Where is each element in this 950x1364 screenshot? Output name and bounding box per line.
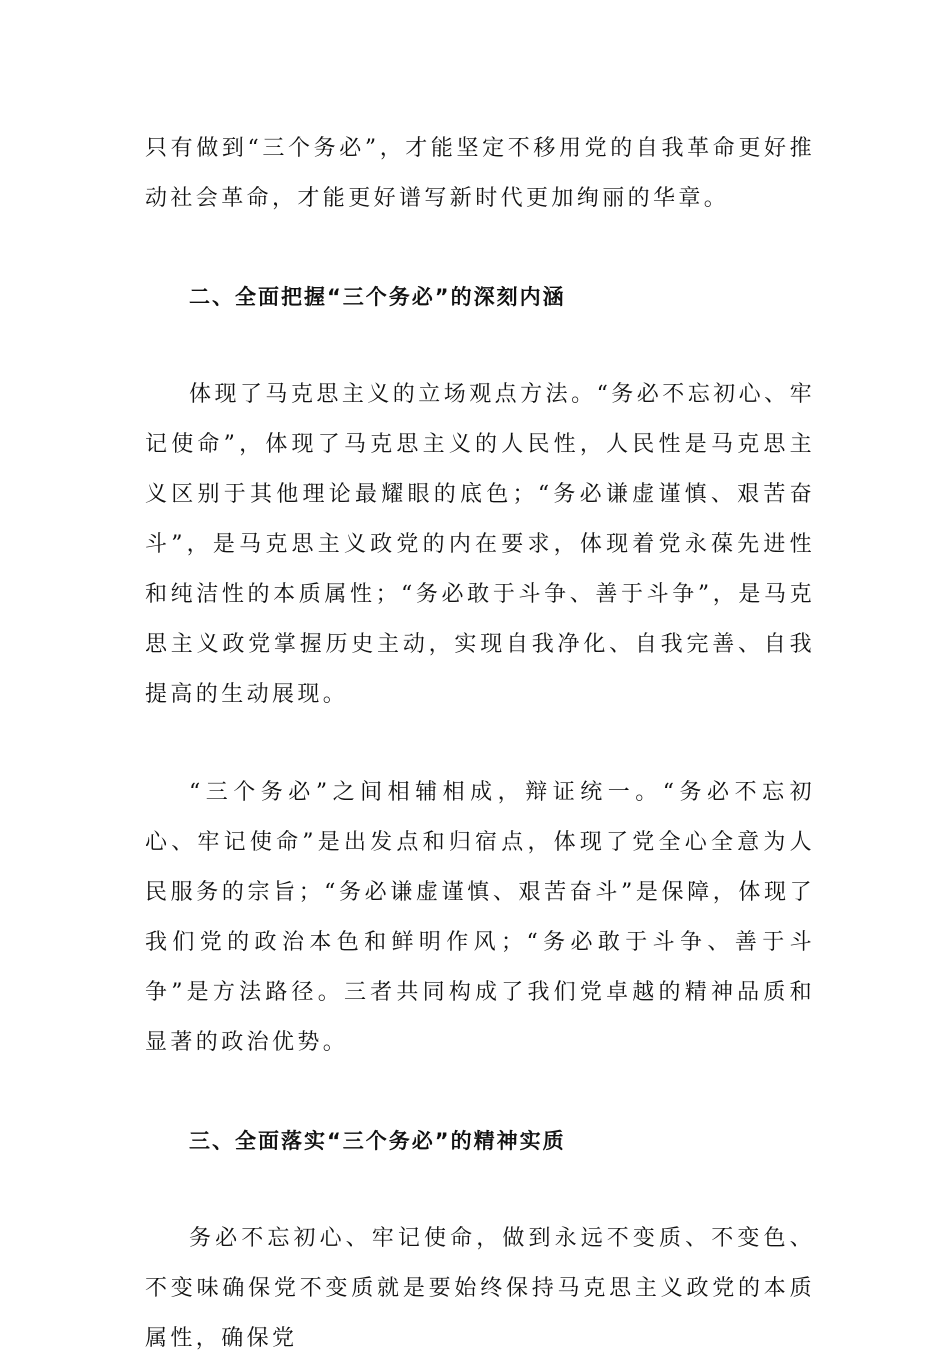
paragraph-spacer xyxy=(145,1068,815,1116)
paragraph-spacer xyxy=(145,322,815,370)
paragraph-4: 务必不忘初心、牢记使命，做到永远不变质、不变色、不变味确保党不变质就是要始终保持马克思主义政党的本质属性，确保党 xyxy=(145,1226,815,1351)
paragraph-spacer xyxy=(145,224,815,272)
section-heading-3: 三、全面落实“三个务必”的精神实质 xyxy=(189,1129,566,1153)
section-heading-2: 二、全面把握“三个务必”的深刻内涵 xyxy=(189,285,566,309)
document-body xyxy=(145,124,815,1364)
paragraph-1: 只有做到“三个务必”，才能坚定不移用党的自我革命更好推动社会革命，才能更好谱写新时代更加绚丽的华章。 xyxy=(145,136,815,211)
paragraph-2: 体现了马克思主义的立场观点方法。“务必不忘初心、牢记使命”，体现了马克思主义的人民性，人民性是马克思主义区别于其他理论最耀眼的底色；“务必谦虚谨慎、艰苦奋斗”，是马克思主义政党的内在要求，体现着党永葆先进性和纯洁性的本质属性；“务必敢于斗争、善于斗争”，是马克思主义政党掌握历史主动，实现自我净化、自我完善、自我提高的生动展现。 xyxy=(145,382,815,707)
paragraph-spacer xyxy=(145,1166,815,1214)
paragraph-3: “三个务必”之间相辅相成，辩证统一。“务必不忘初心、牢记使命”是出发点和归宿点，体现了党全心全意为人民服务的宗旨；“务必谦虚谨慎、艰苦奋斗”是保障，体现了我们党的政治本色和鲜明作风；“务必敢于斗争、善于斗争”是方法路径。三者共同构成了我们党卓越的精神品质和显著的政治优势。 xyxy=(145,780,815,1055)
paragraph-spacer xyxy=(145,720,815,768)
